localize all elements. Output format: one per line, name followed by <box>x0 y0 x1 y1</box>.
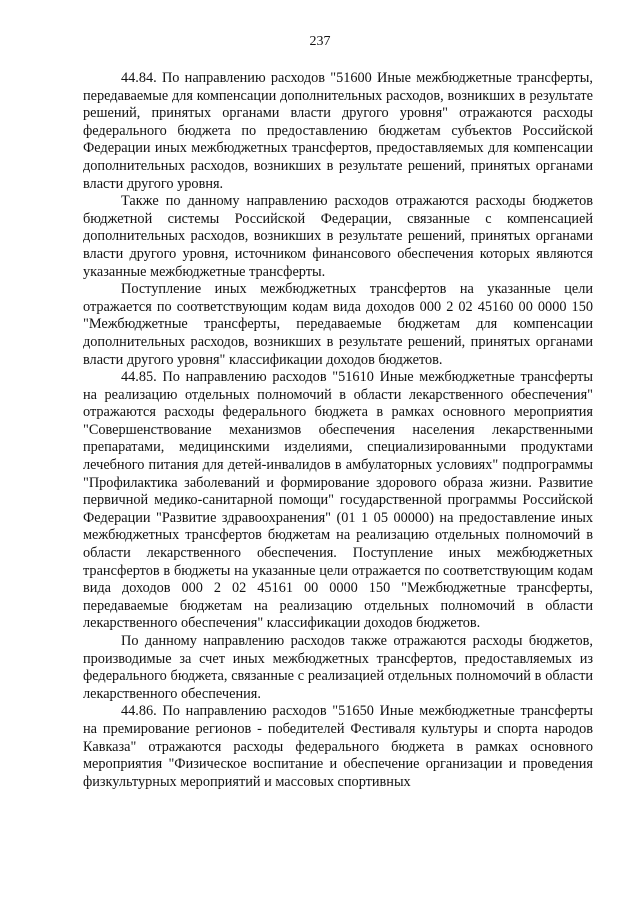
document-body <box>83 70 593 791</box>
paragraph-also-reflected: Также по данному направлению расходов отражаются расходы бюджетов бюджетной системы Российской Федерации, связанные с компенсацией дополнительных расходов, возникших в результате решений, принятых органами власти другого уровня, источником финансового обеспечения которых являются указанные межбюджетные трансферты. <box>83 193 593 280</box>
paragraph-drug-provision: По данному направлению расходов также отражаются расходы бюджетов, производимые за счет иных межбюджетных трансфертов, предоставляемых из федерального бюджета, связанные с реализацией отдельных полномочий в области лекарственного обеспечения. <box>83 633 593 702</box>
paragraph-44-85: 44.85. По направлению расходов "51610 Иные межбюджетные трансферты на реализацию отдельных полномочий в области лекарственного обеспечения" отражаются расходы федерального бюджета в рамках основного мероприятия "Совершенствование механизмов обеспечения населения лекарственными препаратами, медицинскими изделиями, специализированными продуктами лечебного питания для детей-инвалидов в амбулаторных условиях" подпрограммы "Профилактика заболеваний и формирование здорового образа жизни. Развитие первичной медико-санитарной помощи" государственной программы Российской Федерации "Развитие здравоохранения" (01 1 05 00000) на предоставление иных межбюджетных трансфертов бюджетам на реализацию отдельных полномочий в области лекарственного обеспечения. Поступление иных межбюджетных трансфертов в бюджеты на указанные цели отражается по соответствующим кодам вида доходов 000 2 02 45161 00 0000 150 "Межбюджетные трансферты, передаваемые бюджетам на реализацию отдельных полномочий в области лекарственного обеспечения" классификации доходов бюджетов. <box>83 369 593 632</box>
paragraph-revenue-45160: Поступление иных межбюджетных трансфертов на указанные цели отражается по соответствующим кодам вида доходов 000 2 02 45160 00 0000 150 "Межбюджетные трансферты, передаваемые бюджетам для компенсации дополнительных расходов, возникших в результате решений, принятых органами власти другого уровня" классификации доходов бюджетов. <box>83 281 593 368</box>
page-number: 237 <box>309 34 331 49</box>
paragraph-44-86: 44.86. По направлению расходов "51650 Иные межбюджетные трансферты на премирование регионов - победителей Фестиваля культуры и спорта народов Кавказа" отражаются расходы федерального бюджета в рамках основного мероприятия "Физическое воспитание и обеспечение организации и проведения физкультурных мероприятий и массовых спортивных <box>83 703 593 790</box>
paragraph-44-84: 44.84. По направлению расходов "51600 Иные межбюджетные трансферты, передаваемые для компенсации дополнительных расходов, возникших в результате решений, принятых органами власти другого уровня" отражаются расходы федерального бюджета по предоставлению бюджетам субъектов Российской Федерации иных межбюджетных трансфертов, предоставляемых для компенсации дополнительных расходов, возникших в результате решений, принятых органами власти другого уровня. <box>83 70 593 192</box>
